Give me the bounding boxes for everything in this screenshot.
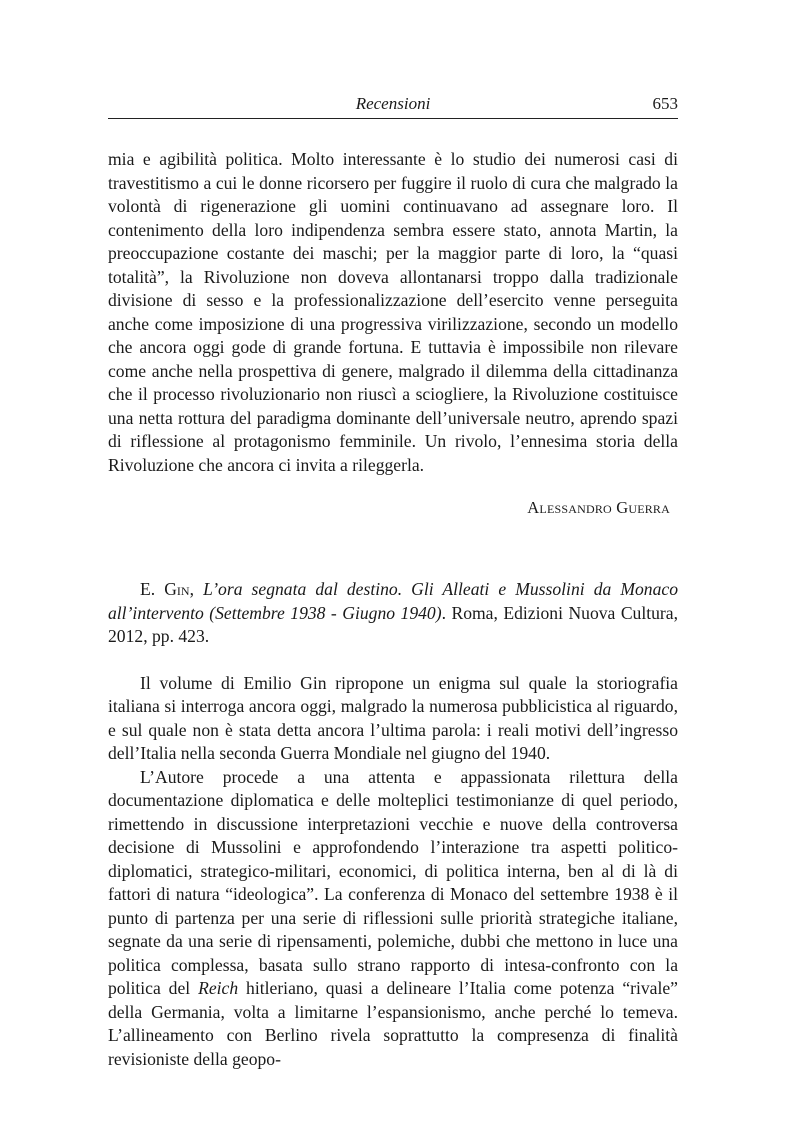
author-initial: E.	[140, 579, 156, 599]
paragraph2-start: L’Autore procede a una attenta e appassionata rilettura della documentazione diplomatica e delle molteplici testimonianze di quel periodo, rimettendo in discussione interpretazioni vecchie e nuove della controversa decisione di Mussolini e approfondendo l’interazione tra aspetti politico-diplomatici, strategico-militari, economici, di politica interna, ben al di là di fattori di natura “ideologica”. La conferenza di Monaco del settembre 1938 è il punto di partenza per una serie di riflessioni sulle priorità strategiche italiane, segnate da una serie di ripensamenti, polemiche, dubbi che mettono in luce una politica complessa, basata sullo strano rapporto di intesa-confronto con la politica del	[108, 766, 678, 998]
review2-paragraph-1: Il volume di Emilio Gin ripropone un enigma sul quale la storiografia italiana si interroga ancora oggi, malgrado la numerosa pubblicistica al riguardo, e sul quale non è stata detta ancora l’ultima parola: i reali motivi dell’ingresso dell’Italia nella seconda Guerra Mondiale nel giugno del 1940.	[108, 672, 678, 763]
spacer	[108, 649, 678, 672]
publication-info: . Roma, Edizioni Nuova Cultura, 2012, pp. 423.	[108, 602, 678, 646]
page-number: 653	[652, 94, 678, 113]
running-title: Recensioni	[355, 94, 431, 113]
paragraph2-end: hitleriano, quasi a delineare l’Italia come potenza “rivale” della Germania, volta a limitarne l’espansionismo, anche perché lo temeva. L’allineamento con Berlino rivela soprattutto la compresenza di finalità revisioniste della geopo-	[108, 978, 678, 1069]
author-surname: Gin	[164, 579, 190, 599]
review1-signature: Alessandro Guerra	[527, 498, 670, 517]
page-header	[108, 92, 678, 119]
body-text	[108, 148, 678, 1071]
review2-paragraph-2	[108, 766, 678, 1072]
review2-citation: E. Gin, L’ora segnata dal destino. Gli Alleati e Mussolini da Monaco all’intervento (Settembre 1938 - Giugno 1940). Roma, Edizioni Nuova Cultura, 2012, pp. 423.	[108, 579, 678, 646]
book-title: L’ora segnata dal destino. Gli Alleati e Mussolini da Monaco all’intervento (Settembre 1938 - Giugno 1940)	[108, 579, 678, 623]
reich-italic: Reich	[198, 978, 239, 998]
review1-paragraph: mia e agibilità politica. Molto interessante è lo studio dei numerosi casi di travestitismo a cui le donne ricorsero per fuggire il ruolo di cura che malgrado la volontà di rigenerazione gli uomini continuavano ad assegnare loro. Il contenimento della loro indipendenza sembra essere stato, annota Martin, la preoccupazione costante dei maschi; per la maggior parte di loro, la “quasi totalità”, la Rivoluzione non doveva allontanarsi troppo dalla tradizionale divisione di sesso e la professionalizzazione dell’esercito venne perseguita anche come imposizione di una progressiva virilizzazione, secondo un modello che ancora oggi gode di grande fortuna. E tuttavia è impossibile non rilevare come anche nella prospettiva di genere, malgrado il dilemma della cittadinanza che il processo rivoluzionario non riuscì a sciogliere, la Rivoluzione costituisce una netta rottura del paradigma dominante dell’universale neutro, aprendo spazi di riflessione al protagonismo femminile. Un rivolo, l’ennesima storia della Rivoluzione che ancora ci invita a rileggerla.	[108, 149, 678, 475]
